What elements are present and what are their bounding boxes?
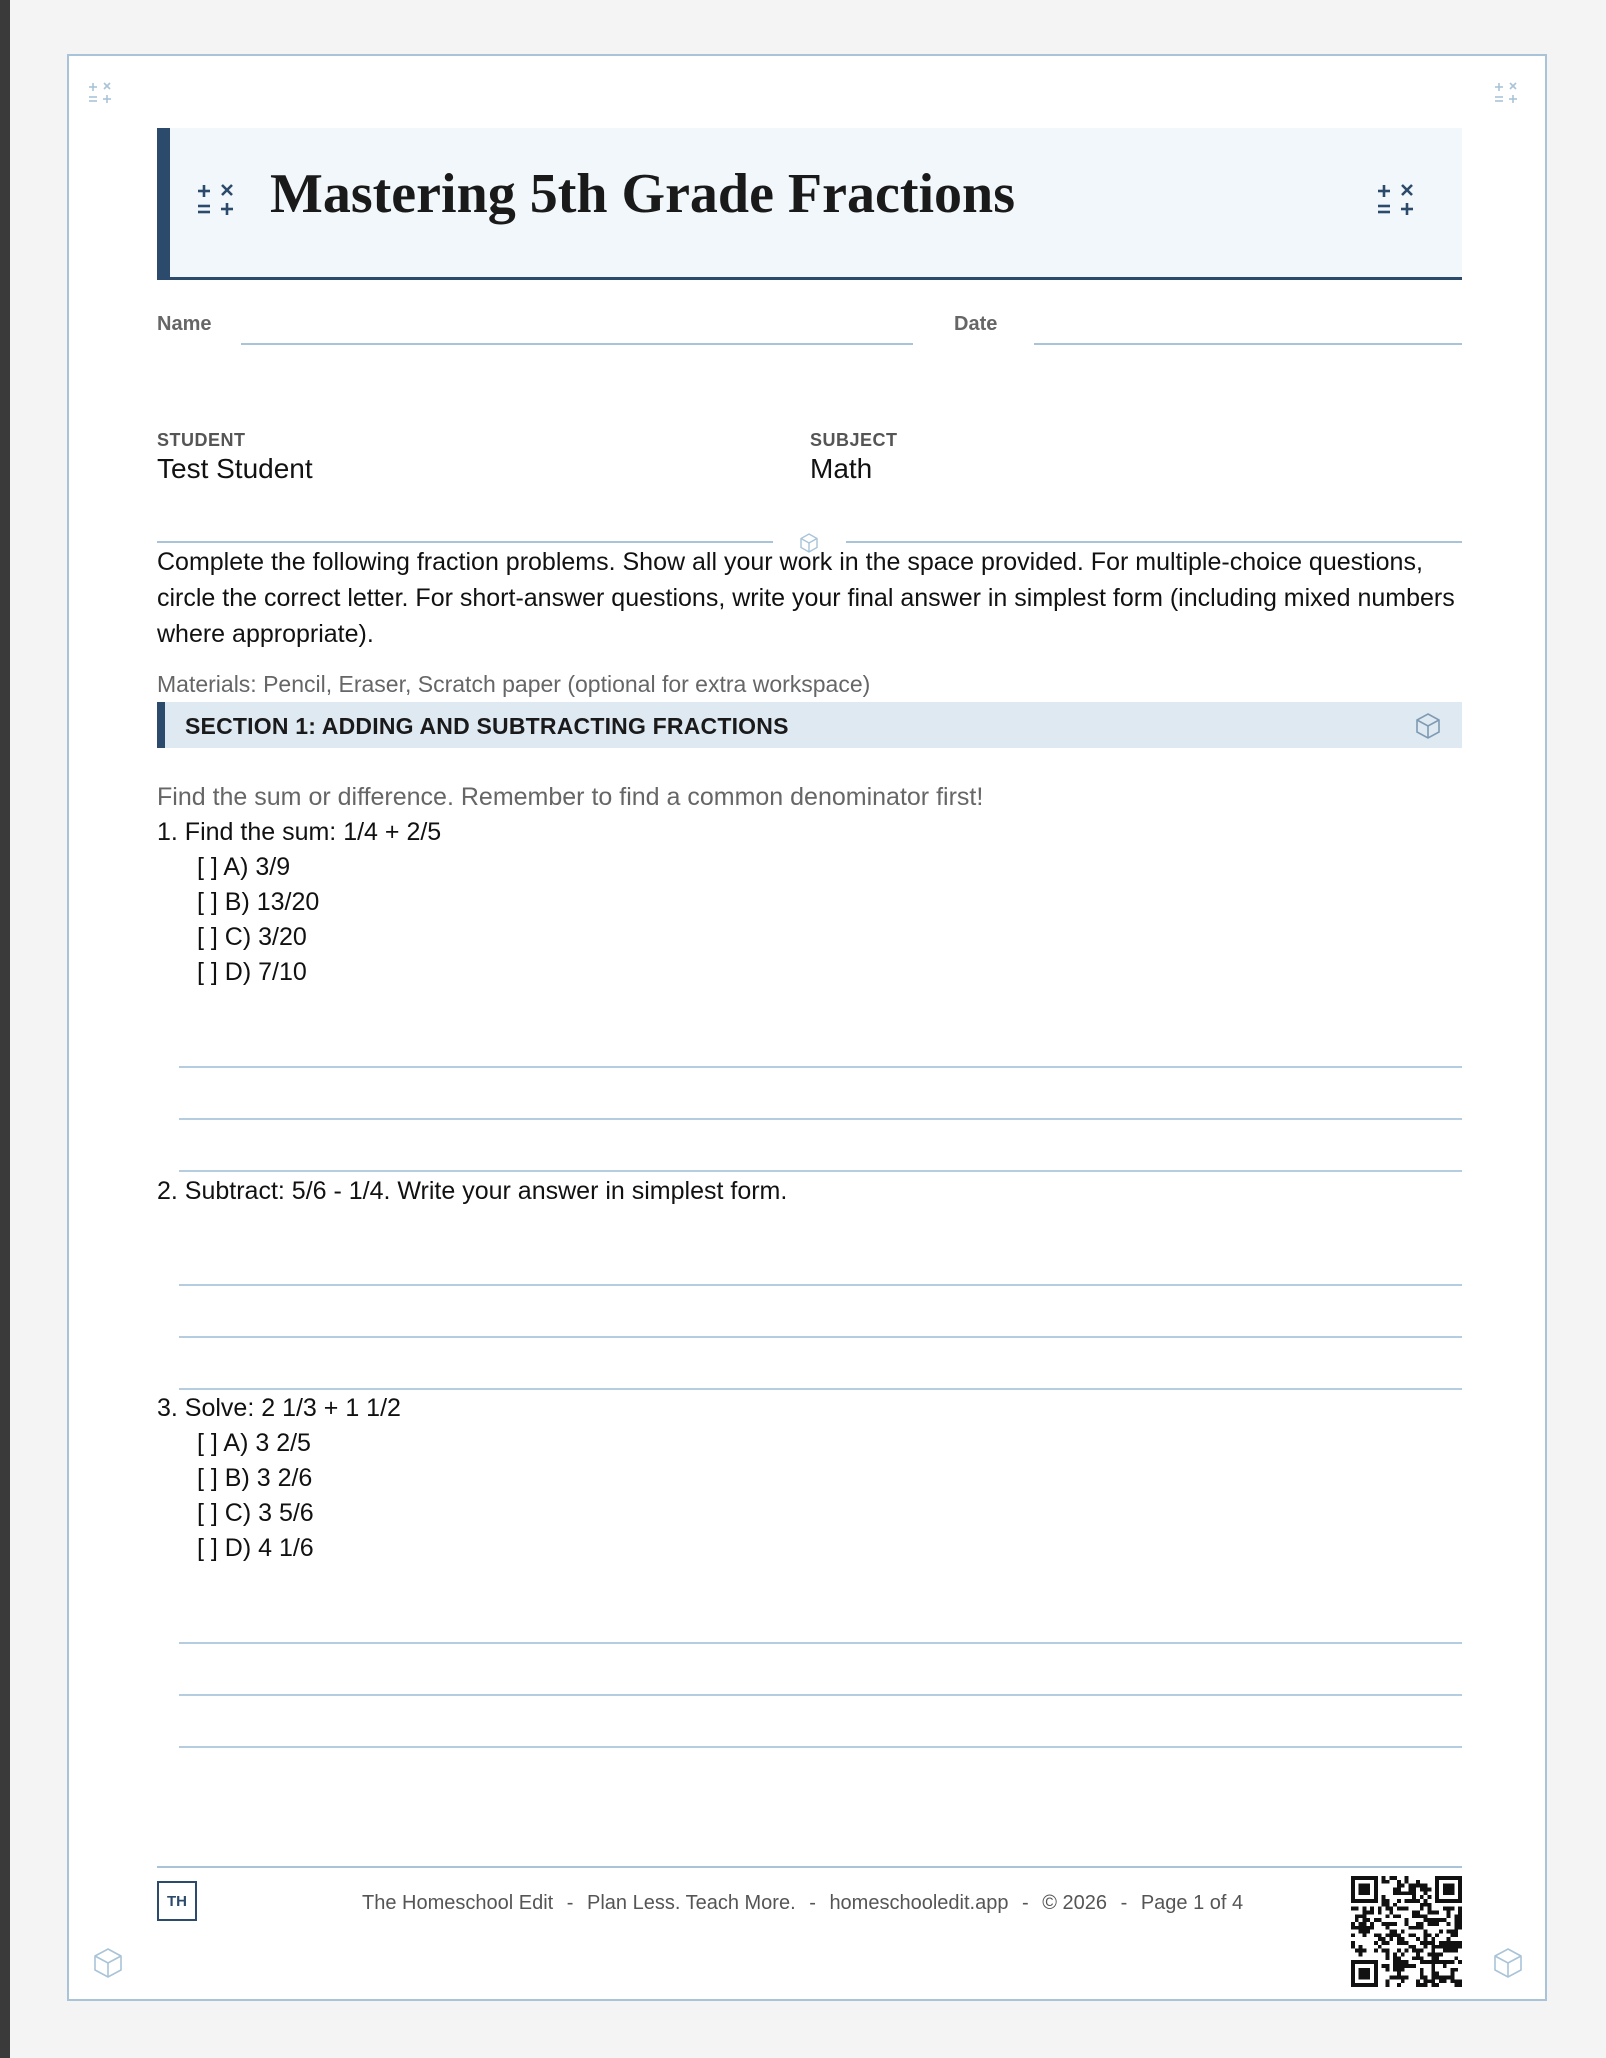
- subject-value: Math: [810, 453, 873, 484]
- section-title: SECTION 1: ADDING AND SUBTRACTING FRACTIONS: [185, 713, 789, 739]
- footer-separator: -: [1120, 1892, 1128, 1914]
- date-label: Date: [954, 313, 998, 335]
- window-edge: [0, 0, 10, 2058]
- qr-code[interactable]: [1351, 1876, 1462, 1987]
- answer-line[interactable]: [179, 1388, 1462, 1390]
- math-operators-icon: [196, 182, 240, 222]
- name-date-row: [157, 313, 1462, 353]
- answer-line[interactable]: [179, 1066, 1462, 1068]
- brand-logo: TH: [157, 1881, 197, 1921]
- answer-line[interactable]: [179, 1336, 1462, 1338]
- answer-option[interactable]: [ ] C) 3/20: [197, 923, 307, 951]
- student-value: Test Student: [157, 453, 313, 484]
- question-2: 2. Subtract: 5/6 - 1/4. Write your answer in simplest form.: [157, 1177, 788, 1205]
- footer-text: [362, 1892, 1243, 1915]
- footer-divider: [157, 1866, 1462, 1868]
- cube-icon: [91, 1946, 121, 1976]
- footer-copyright: © 2026: [1042, 1892, 1108, 1914]
- math-operators-icon: [1493, 80, 1523, 110]
- answer-line[interactable]: [179, 1746, 1462, 1748]
- answer-line[interactable]: [179, 1170, 1462, 1172]
- math-operators-icon: [1376, 182, 1420, 222]
- student-meta: [157, 430, 313, 485]
- date-field[interactable]: [1034, 343, 1462, 345]
- footer-separator: -: [566, 1892, 574, 1914]
- question-1: 1. Find the sum: 1/4 + 2/5: [157, 818, 442, 846]
- worksheet-content: [157, 128, 1462, 1914]
- answer-option[interactable]: [ ] D) 7/10: [197, 958, 307, 986]
- math-operators-icon: [87, 80, 117, 110]
- cube-icon: [1491, 1946, 1521, 1976]
- footer-separator: -: [809, 1892, 816, 1914]
- subject-key: SUBJECT: [810, 430, 898, 450]
- name-field[interactable]: [241, 343, 913, 345]
- materials-note: Materials: Pencil, Eraser, Scratch paper (optional for extra workspace): [157, 671, 871, 697]
- cube-icon: [1414, 712, 1442, 740]
- page-title: Mastering 5th Grade Fractions: [270, 163, 1015, 225]
- section-header: [157, 702, 1462, 748]
- answer-line[interactable]: [179, 1694, 1462, 1696]
- title-banner: [157, 128, 1462, 280]
- footer-brand: The Homeschool Edit: [362, 1892, 554, 1914]
- answer-option[interactable]: [ ] D) 4 1/6: [197, 1534, 314, 1562]
- answer-option[interactable]: [ ] C) 3 5/6: [197, 1499, 314, 1527]
- answer-option[interactable]: [ ] B) 13/20: [197, 888, 320, 916]
- subject-meta: [810, 430, 898, 485]
- student-key: STUDENT: [157, 430, 246, 450]
- worksheet-page: [67, 54, 1547, 2001]
- answer-option[interactable]: [ ] A) 3/9: [197, 853, 291, 881]
- answer-line[interactable]: [179, 1642, 1462, 1644]
- answer-option[interactable]: [ ] A) 3 2/5: [197, 1429, 311, 1457]
- footer-tagline: Plan Less. Teach More.: [587, 1892, 796, 1914]
- answer-line[interactable]: [179, 1284, 1462, 1286]
- name-label: Name: [157, 313, 212, 335]
- answer-option[interactable]: [ ] B) 3 2/6: [197, 1464, 313, 1492]
- section-intro: Find the sum or difference. Remember to find a common denominator first!: [157, 783, 984, 811]
- page-number: Page 1 of 4: [1140, 1892, 1244, 1914]
- footer-site-link[interactable]: homeschooledit.app: [829, 1892, 1009, 1914]
- footer-separator: -: [1022, 1892, 1029, 1914]
- instructions: Complete the following fraction problems. Show all your work in the space provided. For multiple-choice questions, circle the correct letter. For short-answer questions, write your final answer in simplest form (including mixed numbers where appropriate).: [157, 548, 1455, 648]
- answer-line[interactable]: [179, 1118, 1462, 1120]
- question-3: 3. Solve: 2 1/3 + 1 1/2: [157, 1394, 401, 1422]
